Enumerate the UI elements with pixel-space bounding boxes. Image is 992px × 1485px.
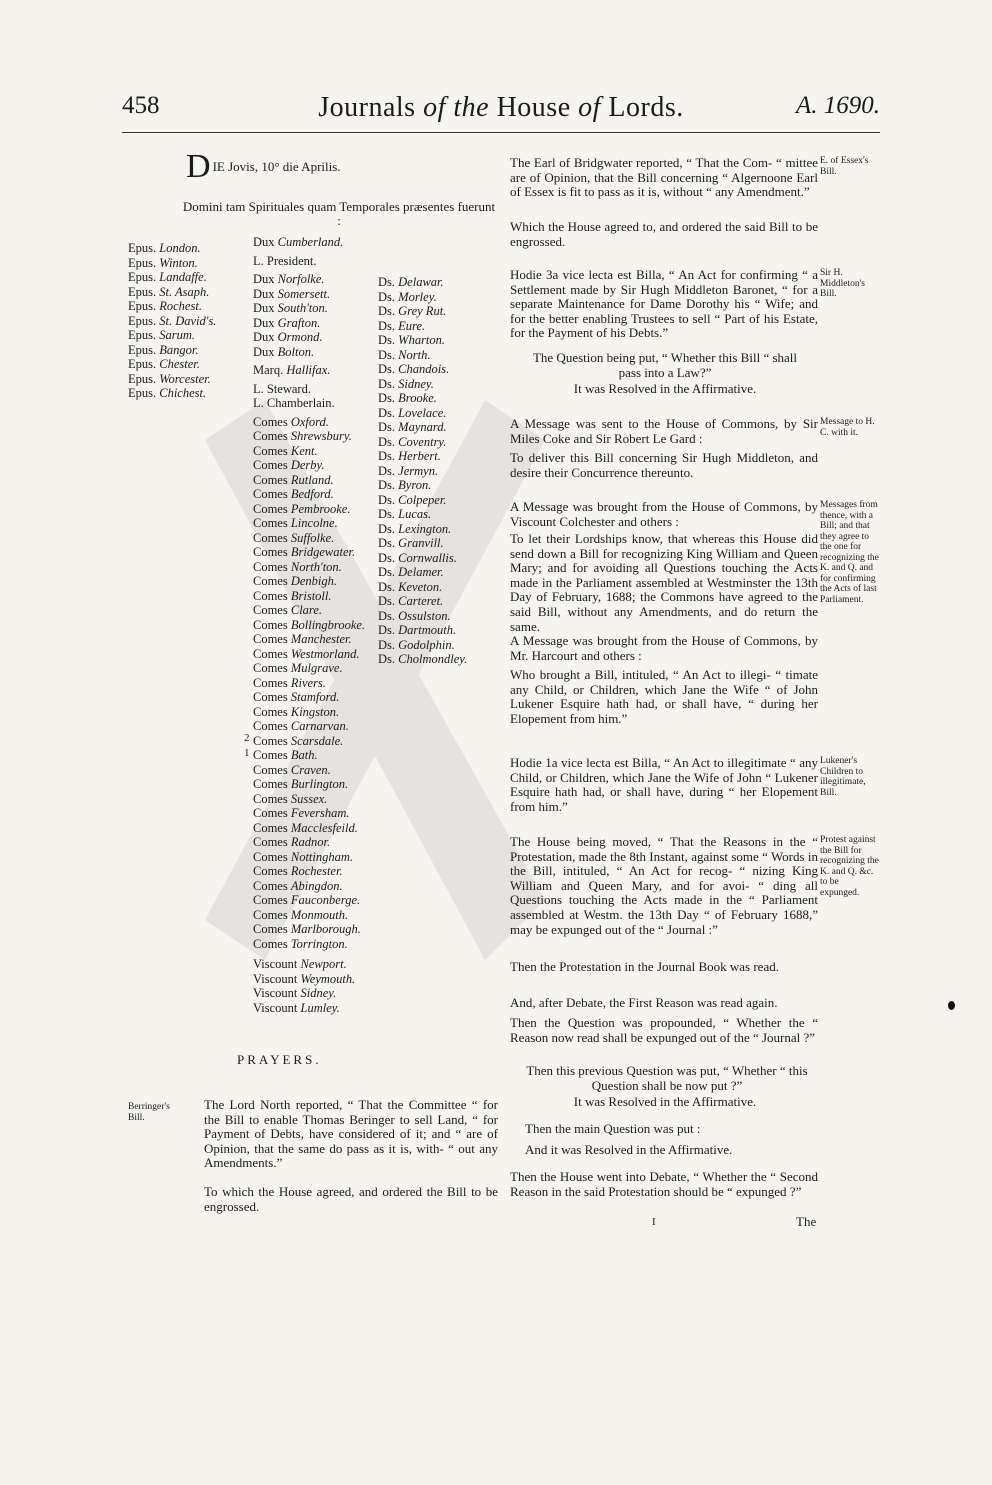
attendee-name: Epus. Landaffe.	[128, 270, 207, 284]
paragraph: To which the House agreed, and ordered the Bill to be engrossed.	[204, 1184, 498, 1214]
attendee-name: Comes Craven.	[253, 762, 331, 777]
attendee-name: Epus. St. David's.	[128, 313, 217, 328]
title-word: of	[423, 92, 446, 123]
header-rule	[122, 132, 880, 133]
margin-note: Protest against the Bill for recognizing the K. and Q. &c. to be expunged.	[820, 835, 879, 898]
ink-spot	[948, 1001, 955, 1010]
drop-cap: D	[186, 148, 211, 185]
barons-list	[378, 275, 467, 667]
title-word: Journals	[318, 92, 416, 123]
paragraph: Then the main Question was put :	[525, 1121, 701, 1136]
attendee-name: Comes Carnarvan.	[253, 719, 349, 733]
attendee-name: Epus. St. Asaph.	[128, 284, 210, 299]
attendance-heading: Domini tam Spirituales quam Temporales præsentes fuerunt :	[182, 199, 496, 228]
attendee-name: Ds. North.	[378, 347, 431, 362]
attendee-name: Comes Oxford.	[253, 414, 329, 429]
attendee-name: Comes Bridgewater.	[253, 545, 356, 559]
paragraph: Then this previous Question was put, “ Whether “ this Question shall be now put ?”	[526, 1063, 808, 1093]
attendee-name: Dux Cumberland.	[253, 235, 344, 249]
title-word: of	[578, 92, 601, 123]
margin-note: Berringer's Bill.	[128, 1102, 170, 1123]
attendee-name: Comes Westmorland.	[253, 646, 360, 661]
attendee-name: Comes Suffolke.	[253, 530, 335, 545]
attendee-name: Dux Bolton.	[253, 344, 315, 359]
attendee-name: Viscount Newport.	[253, 957, 347, 971]
attendee-name: Dux Somersett.	[253, 286, 331, 301]
attendee-name: Ds. Ossulston.	[378, 608, 451, 623]
attendee-name: Comes Bath.	[253, 748, 318, 762]
attendee-name: Ds. Chandois.	[378, 362, 450, 376]
attendee-name: Comes Marlborough.	[253, 922, 361, 936]
attendee-name: Ds. Sidney.	[378, 376, 434, 391]
attendee-name: Ds. Delawar.	[378, 275, 444, 289]
attendee-name: Ds. Jermyn.	[378, 463, 439, 478]
attendee-name: Ds. Byron.	[378, 478, 432, 492]
attendee-name: Ds. Herbert.	[378, 449, 441, 463]
attendee-name: Epus. Winton.	[128, 255, 198, 270]
paragraph: The Question being put, “ Whether this Bill “ shall pass into a Law?”	[532, 350, 798, 380]
paragraph: Then the Protestation in the Journal Book was read.	[510, 959, 779, 974]
attendee-name: Dux Norfolke.	[253, 272, 325, 286]
attendee-name: Comes Feversham.	[253, 806, 350, 820]
attendee-name: Ds. Lovelace.	[378, 405, 447, 420]
paragraph: Then the House went into Debate, “ Whether the “ Second Reason in the said Protestation should be “ expunged ?”	[510, 1169, 818, 1199]
margin-note: Messages from thence, with a Bill; and that they agree to the one for recognizing the K. and Q. and for confirming the Acts of last Parliament.	[820, 500, 879, 605]
attendee-name: Comes North'ton.	[253, 559, 342, 574]
attendee-name: Comes Burlington.	[253, 777, 349, 791]
paragraph: Who brought a Bill, intituled, “ An Act to illegi- “ timate any Child, or Children, which Jane the Wife “ of John Lukener Esquire hath had, or shall have, “ during her Elopement from him.”	[510, 667, 818, 726]
attendee-name: Ds. Lexington.	[378, 521, 452, 536]
paragraph: The Lord North reported, “ That the Committee “ for the Bill to enable Thomas Beringer to sell Land, “ for Payment of Debts, have considered of it; and “ are of Opinion, that the same do pass as it is, with- “ out any Amendments.”	[204, 1097, 498, 1171]
attendee-name: Comes Bollingbrooke.	[253, 617, 366, 632]
attendee-name: Comes Nottingham.	[253, 849, 354, 864]
day-heading-text: IE Jovis, 10° die Aprilis.	[212, 159, 341, 174]
attendee-name: Ds. Morley.	[378, 289, 437, 304]
attendee-name: Viscount Lumley.	[253, 1000, 340, 1015]
attendee-name: Ds. Eure.	[378, 318, 426, 333]
catchword: The	[796, 1214, 817, 1229]
attendee-name: Ds. Lucas.	[378, 507, 432, 521]
paragraph: A Message was sent to the House of Commons, by Sir Miles Coke and Sir Robert Le Gard :	[510, 416, 818, 446]
paragraph: Hodie 3a vice lecta est Billa, “ An Act for confirming “ a Settlement made by Sir Hugh Middleton Baronet, “ for a separate Maintenance for Dame Dorothy his “ Wife; and for the better enabling Trustees to sell “ Part of his Estate, for the Payment of his Debts.”	[510, 267, 818, 341]
title-word: Lords.	[608, 92, 684, 123]
paragraph: And it was Resolved in the Affirmative.	[525, 1142, 733, 1157]
attendee-name: Ds. Grey Rut.	[378, 304, 447, 318]
attendee-name: Comes Shrewsbury.	[253, 429, 352, 443]
margin-note: Lukener's Children to illegitimate, Bill.	[820, 756, 866, 798]
margin-number: 1	[244, 747, 250, 759]
attendee-name: Comes Kingston.	[253, 704, 340, 719]
signature-mark: I	[652, 1216, 656, 1228]
page-year: A. 1690.	[795, 92, 880, 119]
attendee-name: Comes Bedford.	[253, 487, 334, 501]
attendee-name: Epus. Sarum.	[128, 328, 196, 342]
attendee-name: Comes Rutland.	[253, 472, 334, 487]
paragraph: A Message was brought from the House of Commons, by Mr. Harcourt and others :	[510, 633, 818, 663]
attendee-name: Marq. Hallifax.	[253, 363, 331, 377]
attendee-name: Ds. Carteret.	[378, 594, 444, 608]
attendee-name: Viscount Weymouth.	[253, 971, 356, 986]
title-word: the	[453, 92, 490, 123]
attendee-name: Comes Clare.	[253, 603, 322, 617]
attendee-name: Comes Bristoll.	[253, 588, 332, 603]
attendee-name: Dux South'ton.	[253, 301, 328, 315]
attendee-name: Epus. Rochest.	[128, 299, 202, 313]
day-heading	[186, 148, 341, 185]
attendee-name: Comes Monmouth.	[253, 907, 349, 922]
attendee-name: Comes Mulgrave.	[253, 661, 343, 675]
prayers-heading: PRAYERS.	[237, 1052, 322, 1067]
attendee-name: Viscount Sidney.	[253, 986, 337, 1000]
attendee-name: Ds. Dartmouth.	[378, 623, 457, 637]
attendee-name: Ds. Granvill.	[378, 536, 444, 550]
page-header	[122, 92, 880, 132]
attendee-name: Comes Kent.	[253, 443, 318, 458]
attendee-name: Ds. Cholmondley.	[378, 652, 468, 666]
paragraph: Which the House agreed to, and ordered the said Bill to be engrossed.	[510, 219, 818, 249]
peers-list	[253, 235, 365, 1015]
attendee-name: Epus. London.	[128, 241, 201, 255]
margin-number: 2	[244, 732, 250, 744]
paragraph: The House being moved, “ That the Reasons in the “ Protestation, made the 8th Instant, against some “ Words in the Bill, intituled, “ An Act for recog- “ nizing King William and Queen Mary, and for avoi- “ ding all Questions touching the Acts made in the “ Parliament assembled at Westm. the 13th Day “ of February 1688,” may be expunged out of the “ Journal :”	[510, 834, 818, 937]
attendee-name: Epus. Chester.	[128, 357, 200, 371]
paragraph: To deliver this Bill concerning Sir Hugh Middleton, and desire their Concurrence thereunto.	[510, 450, 818, 480]
margin-note: Sir H. Middleton's Bill.	[820, 268, 865, 299]
attendee-name: Comes Rivers.	[253, 675, 326, 690]
attendee-name: Epus. Worcester.	[128, 371, 211, 386]
bishops-list	[128, 241, 216, 401]
attendee-name: Comes Torrington.	[253, 936, 348, 951]
attendee-name: Comes Stamford.	[253, 690, 340, 704]
attendee-name: Ds. Delamer.	[378, 565, 444, 579]
attendee-name: Ds. Wharton.	[378, 333, 446, 347]
paragraph: And, after Debate, the First Reason was read again.	[510, 995, 778, 1010]
attendee-name: Comes Pembrooke.	[253, 501, 351, 516]
attendee-name: Dux Ormond.	[253, 330, 323, 344]
margin-note: Message to H. C. with it.	[820, 417, 875, 438]
attendee-name: Ds. Maynard.	[378, 420, 447, 434]
attendee-name: Ds. Coventry.	[378, 434, 447, 449]
title-word: House	[496, 92, 571, 123]
margin-note: E. of Essex's Bill.	[820, 156, 869, 177]
attendee-name: Ds. Cornwallis.	[378, 550, 457, 565]
attendee-name: Ds. Colpeper.	[378, 492, 447, 507]
attendee-name: L. Chamberlain.	[253, 396, 335, 410]
attendee-name: Comes Radnor.	[253, 835, 331, 849]
attendee-name: Comes Sussex.	[253, 791, 328, 806]
paragraph: Hodie 1a vice lecta est Billa, “ An Act to illegitimate “ any Child, or Children, which Jane the Wife of John “ Lukener Esquire hath had, or shall have, during “ her Elopement from him.”	[510, 755, 818, 814]
attendee-name: Epus. Chichest.	[128, 386, 207, 400]
attendee-name: Comes Derby.	[253, 458, 325, 472]
attendee-name: Epus. Bangor.	[128, 342, 199, 357]
attendee-name: Comes Scarsdale.	[253, 733, 344, 748]
attendee-name: Comes Lincolne.	[253, 516, 338, 530]
attendee-name: Dux Grafton.	[253, 315, 321, 330]
attendee-name: Comes Abingdon.	[253, 878, 343, 893]
paragraph: To let their Lordships know, that whereas this House did send down a Bill for recognizing King William and Queen Mary; and for avoiding all Questions touching the Acts made in the Parliament assembled at Westminster the 13th Day of February, 1688; the Commons have agreed to the said Bill, without any Amendments, and do return the same.	[510, 531, 818, 634]
paragraph: The Earl of Bridgwater reported, “ That the Com- “ mittee are of Opinion, that the Bill concerning “ Algernoone Earl of Essex is fit to pass as it is, without “ any Amendment.”	[510, 155, 818, 200]
attendee-name: Comes Manchester.	[253, 632, 352, 646]
attendee-name: Comes Denbigh.	[253, 574, 338, 588]
attendee-name: L. Steward.	[253, 381, 311, 396]
page-number: 458	[122, 92, 160, 119]
attendee-name: Ds. Keveton.	[378, 579, 443, 594]
attendee-name: L. President.	[253, 253, 317, 268]
paragraph: A Message was brought from the House of Commons, by Viscount Colchester and others :	[510, 499, 818, 529]
paragraph: Then the Question was propounded, “ Whether the “ Reason now read shall be expunged out of the “ Journal ?”	[510, 1015, 818, 1045]
attendee-name: Comes Rochester.	[253, 864, 343, 878]
paragraph: It was Resolved in the Affirmative.	[573, 1094, 757, 1109]
attendee-name: Comes Fauconberge.	[253, 893, 361, 907]
attendee-name: Ds. Brooke.	[378, 391, 437, 405]
running-title	[122, 92, 880, 124]
paragraph: It was Resolved in the Affirmative.	[573, 381, 757, 396]
attendee-name: Ds. Godolphin.	[378, 637, 455, 652]
attendee-name: Comes Macclesfeild.	[253, 820, 358, 835]
